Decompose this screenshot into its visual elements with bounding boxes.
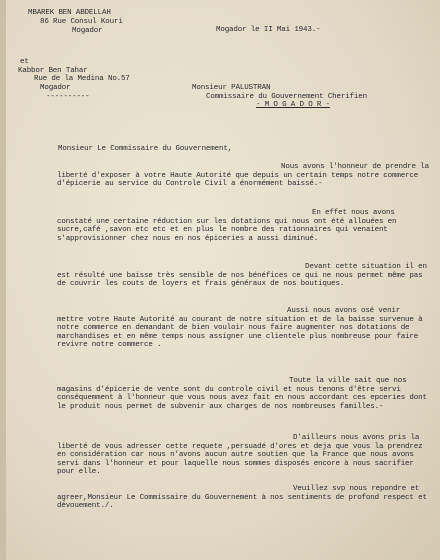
place-date: Mogador le II Mai 1943.- <box>216 26 321 34</box>
paragraph-6: D'ailleurs nous avons pris la liberté de vous adresser cette requete ,persuadé d'ores et deja que vous la prendrez en considération car nous n'avons aucun autre soutien que la France que nous avons servi dans l'honneur et pour laquelle nous sommes disposés encore à nous sacrifier pour elle. <box>57 434 423 477</box>
paragraph-5: Toute la ville sait que nos magasins d'épicerie de vente sont du controle civil et nous tenons d'être servi conséquemment à l'honneur que vous nous avez fait en nous accordant ces epceries dont le produit nous permet de subvenir aux charges de nos nombreuses familles.- <box>57 377 427 411</box>
sender-city: Mogador <box>72 27 103 35</box>
cosender-rule: ---------- <box>46 93 90 101</box>
cosender-address: Rue de la Medina No.57 <box>34 75 130 83</box>
paragraph-7: Veuillez svp nous repondre et agreer,Monsieur Le Commissaire du Gouvernement à nos sentiments de profond respect et dévouement./. <box>57 485 427 511</box>
sender-name: MBAREK BEN ABDELLAH <box>28 9 111 17</box>
recipient-city: - M O G A D O R - <box>256 101 330 109</box>
sender-address: 86 Rue Consul Kouri <box>40 18 123 26</box>
salutation: Monsieur Le Commissaire du Gouvernement, <box>58 145 233 153</box>
cosender-name: Kabbor Ben Tahar <box>18 67 88 75</box>
cosender-et: et <box>20 58 29 66</box>
cosender-city: Mogador <box>40 84 71 92</box>
paragraph-4: Aussi nous avons osé venir mettre votre Haute Autorité au courant de notre situation et de la baisse survenue à notre commerce en demandant de bien vouloir nous faire augmenter nos dotations de marchandises et en même temps nous assigner une clientele plus nombreuse pour faire revivre notre commerce . <box>57 307 423 350</box>
recipient-name: Monsieur PALUSTRAN <box>192 84 271 92</box>
paragraph-1: Nous avons l'honneur de prendre la liberté d'exposer à votre Haute Autorité que depuis un certain temps notre commerce d'épicerie au service du Controle Civil a énormément baissé.- <box>57 163 429 189</box>
paragraph-2: En effet nous avons constaté une certaine réduction sur les dotations qui nous ont été allouées en sucre,café ,savon etc etc et en plus le nombre des rationnaires qui venaient s'approvisionner chez nous en nos épiceries a aussi diminué. <box>57 209 397 243</box>
paragraph-3: Devant cette situation il en est résulté une baisse très sensible de nos bénéfices ce qui ne nous permet même pas de couvrir les couts de loyers et frais généraux de nos boutiques. <box>57 263 427 289</box>
recipient-title: Commissaire du Gouvernement Cherifien <box>206 93 367 101</box>
page-edge-shadow <box>0 0 6 560</box>
